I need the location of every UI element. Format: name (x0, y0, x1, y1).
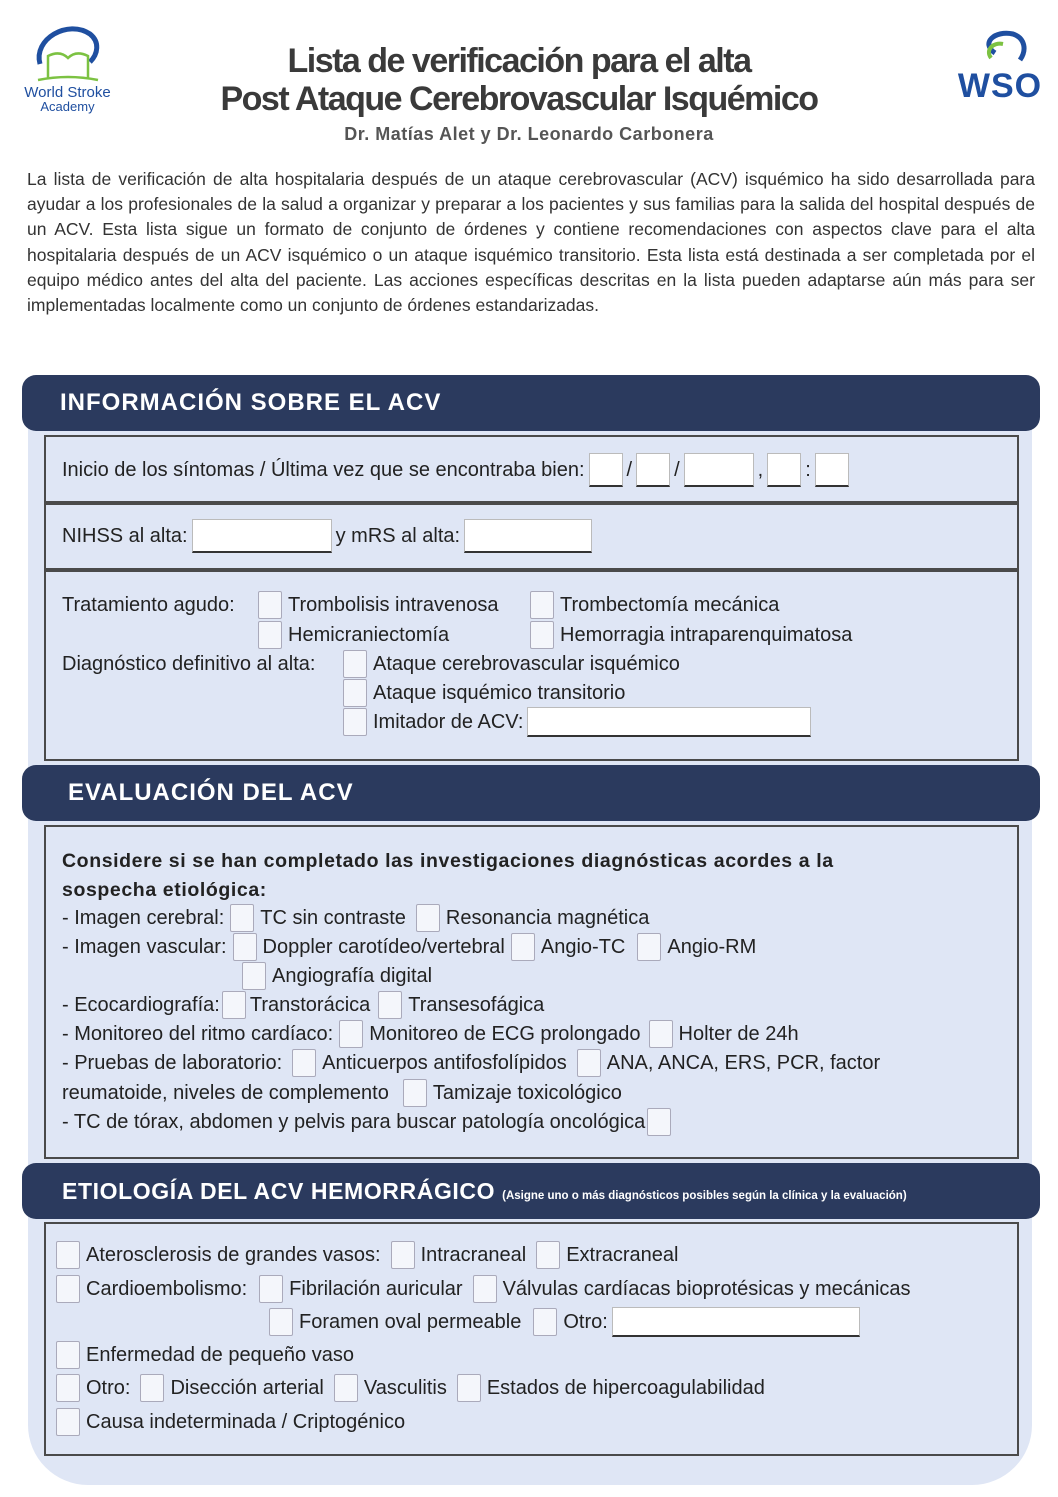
option-label: Transesofágica (408, 993, 545, 1016)
lab-label: - Pruebas de laboratorio: (62, 1051, 283, 1074)
section-title: ETIOLOGÍA DEL ACV HEMORRÁGICO (62, 1178, 496, 1204)
option-label: Angio-RM (667, 935, 757, 958)
option-label: Angiografía digital (272, 964, 433, 987)
title-line-2: Post Ataque Cerebrovascular Isquémico (220, 80, 818, 118)
checkbox[interactable] (391, 1241, 415, 1269)
option-label: Monitoreo de ECG prolongado (369, 1022, 641, 1045)
checkbox[interactable] (56, 1408, 80, 1436)
checkbox[interactable] (637, 933, 661, 961)
checkbox[interactable] (259, 1275, 283, 1303)
checkbox[interactable] (530, 621, 554, 649)
sep: , (757, 458, 764, 481)
checkbox[interactable] (343, 679, 367, 707)
option-label: Intracraneal (420, 1243, 527, 1266)
option-label: Foramen oval permeable (299, 1310, 522, 1333)
option-label: Otro: (563, 1310, 608, 1333)
option-label: Vasculitis (363, 1376, 447, 1399)
option-label: Otro: (86, 1376, 131, 1399)
option-label: Resonancia magnética (445, 906, 650, 929)
option-label: Ataque cerebrovascular isquémico (373, 652, 680, 675)
logo-subtext: Academy (40, 99, 95, 114)
onset-row (62, 455, 853, 485)
sep: / (626, 458, 633, 481)
checkbox[interactable] (292, 1049, 316, 1077)
echo-label: - Ecocardiografía: (62, 993, 220, 1016)
cardio-other-field[interactable] (612, 1307, 860, 1337)
mimic-field[interactable] (527, 707, 811, 737)
divider (44, 501, 1019, 505)
option-label: Cardioembolismo: (86, 1277, 248, 1300)
nihss-row (62, 521, 596, 551)
onset-hour-field[interactable] (767, 453, 801, 487)
sep: / (674, 458, 680, 481)
checkbox[interactable] (343, 708, 367, 736)
checkbox[interactable] (334, 1374, 358, 1402)
option-label: ANA, ANCA, ERS, PCR, factor (606, 1051, 881, 1074)
title-line-1: Lista de verificación para el alta (287, 42, 751, 80)
option-label: Trombolisis intravenosa (288, 593, 499, 616)
logo-text: World Stroke (24, 84, 111, 101)
option-label: Disección arterial (170, 1376, 324, 1399)
checkbox[interactable] (473, 1275, 497, 1303)
brain-imaging-label: - Imagen cerebral: (62, 906, 225, 929)
section-header-stroke-info (22, 375, 1040, 431)
option-label: Anticuerpos antifosfolípidos (322, 1051, 567, 1074)
lab-continued: reumatoide, niveles de complemento (62, 1081, 389, 1104)
checkbox[interactable] (222, 991, 246, 1019)
section-note: (Asigne uno o más diagnósticos posibles según la clínica y la evaluación) (502, 1190, 907, 1202)
onset-day-field[interactable] (589, 453, 623, 487)
checkbox[interactable] (530, 591, 554, 619)
option-label: Extracraneal (566, 1243, 679, 1266)
checkbox[interactable] (269, 1308, 293, 1336)
checkbox[interactable] (533, 1308, 557, 1336)
section-title: INFORMACIÓN SOBRE EL ACV (60, 389, 442, 416)
section-header-evaluation (22, 765, 1040, 821)
checkbox[interactable] (140, 1374, 164, 1402)
lead-text: Considere si se han completado las investigaciones diagnósticas acordes a la (62, 849, 834, 872)
checkbox[interactable] (242, 962, 266, 990)
checkbox[interactable] (378, 991, 402, 1019)
mrs-label: y mRS al alta: (335, 524, 461, 547)
checkbox[interactable] (416, 904, 440, 932)
checkbox[interactable] (56, 1341, 80, 1369)
option-label: Aterosclerosis de grandes vasos: (86, 1243, 381, 1266)
monitoring-label: - Monitoreo del ritmo cardíaco: (62, 1022, 334, 1045)
onset-year-field[interactable] (684, 453, 754, 487)
option-label: Fibrilación auricular (289, 1277, 463, 1300)
section-title: EVALUACIÓN DEL ACV (68, 779, 354, 806)
option-label: Transtorácica (249, 993, 371, 1016)
option-label: Estados de hipercoagulabilidad (486, 1376, 765, 1399)
checkbox[interactable] (536, 1241, 560, 1269)
mrs-field[interactable] (464, 519, 592, 553)
checkbox[interactable] (647, 1108, 671, 1136)
option-label: Doppler carotídeo/vertebral (262, 935, 505, 958)
nihss-label: NIHSS al alta: (62, 524, 188, 547)
checkbox[interactable] (258, 591, 282, 619)
checkbox[interactable] (56, 1374, 80, 1402)
checkbox[interactable] (457, 1374, 481, 1402)
ct-oncology-label: - TC de tórax, abdomen y pelvis para buscar patología oncológica (62, 1110, 646, 1133)
checkbox[interactable] (343, 650, 367, 678)
option-label: Hemicraniectomía (288, 623, 450, 646)
checkbox[interactable] (339, 1020, 363, 1048)
option-label: Causa indeterminada / Criptogénico (86, 1410, 406, 1433)
intro-paragraph: La lista de verificación de alta hospitalaria después de un ataque cerebrovascular (ACV) isquémico ha sido desarrollada para ayudar a los profesionales de la salud a organizar y preparar a los pacientes y sus familias para la salida del hospital después de un ACV. Esta lista sigue un formato de conjunto de órdenes y contiene recomendaciones con aspectos clave para el alta hospitalaria después de un ACV isquémico o un ataque isquémico transitorio. Esta lista está destinada a ser completada por el equipo médico antes del alta del paciente. Las acciones específicas descritas en la lista pueden adaptarse aún más para ser implementadas localmente como un conjunto de órdenes estandarizadas. (27, 169, 1035, 316)
checkbox[interactable] (403, 1079, 427, 1107)
nihss-field[interactable] (192, 519, 332, 553)
onset-label: Inicio de los síntomas / Última vez que se encontraba bien: (62, 458, 585, 481)
checkbox[interactable] (649, 1020, 673, 1048)
vascular-imaging-label: - Imagen vascular: (62, 935, 227, 958)
option-label: Imitador de ACV: (373, 710, 524, 733)
option-label: Angio-TC (540, 935, 626, 958)
section-header-etiology (22, 1163, 1040, 1219)
divider (44, 568, 1019, 572)
onset-minute-field[interactable] (815, 453, 849, 487)
option-label: Enfermedad de pequeño vaso (86, 1343, 354, 1366)
option-label: TC sin contraste (260, 906, 406, 929)
option-label: Trombectomía mecánica (560, 593, 780, 616)
checkbox[interactable] (56, 1275, 80, 1303)
sep: : (805, 458, 811, 481)
option-label: Hemorragia intraparenquimatosa (560, 623, 853, 646)
checkbox[interactable] (577, 1049, 601, 1077)
treatment-label: Tratamiento agudo: (62, 593, 235, 616)
lead-text: sospecha etiológica: (62, 878, 267, 901)
option-label: Válvulas cardíacas bioprotésicas y mecánicas (502, 1277, 911, 1300)
option-label: Holter de 24h (678, 1022, 799, 1045)
diagnosis-label: Diagnóstico definitivo al alta: (62, 652, 316, 675)
checkbox[interactable] (258, 621, 282, 649)
checkbox[interactable] (511, 933, 535, 961)
option-label: Ataque isquémico transitorio (373, 681, 626, 704)
checkbox[interactable] (233, 933, 257, 961)
wso-text: WSO (957, 67, 1043, 105)
checkbox[interactable] (56, 1241, 80, 1269)
checkbox[interactable] (230, 904, 254, 932)
option-label: Tamizaje toxicológico (432, 1081, 622, 1104)
authors: Dr. Matías Alet y Dr. Leonardo Carbonera (344, 124, 714, 144)
onset-month-field[interactable] (636, 453, 670, 487)
